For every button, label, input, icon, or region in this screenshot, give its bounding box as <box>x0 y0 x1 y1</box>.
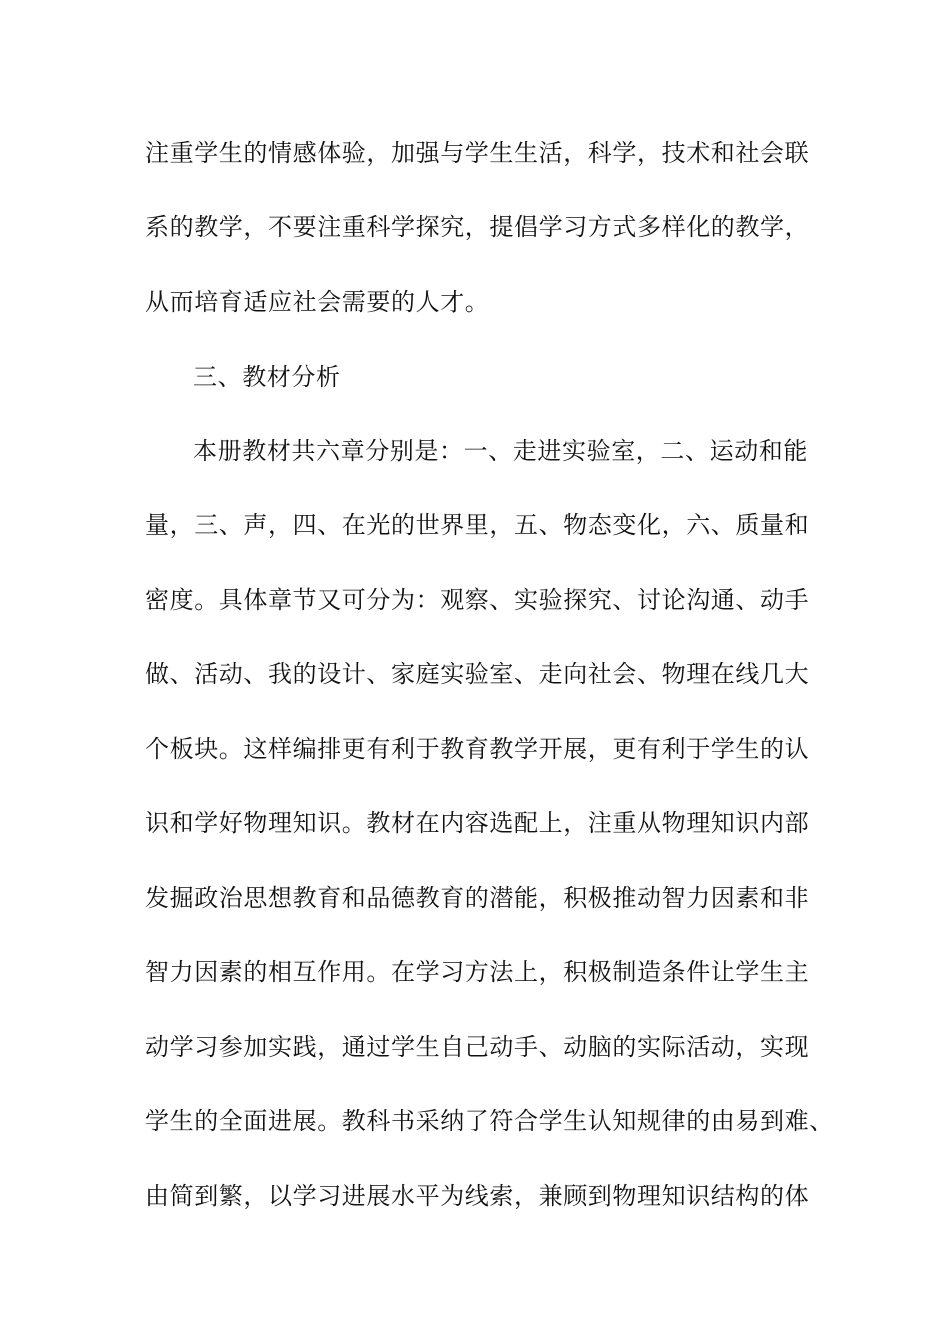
text-line: 识和学好物理知识。教材在内容选配上，注重从物理知识内部 <box>145 809 810 837</box>
text-line: 从而培育适应社会需要的人才。 <box>145 288 490 316</box>
text-line: 注重学生的情感体验，加强与学生生活，科学，技术和社会联 <box>145 139 810 167</box>
text-line: 做、活动、我的设计、家庭实验室、走向社会、物理在线几大 <box>145 660 810 688</box>
text-line: 动学习参加实践，通过学生自己动手、动脑的实际活动，实现 <box>145 1033 810 1061</box>
text-line: 智力因素的相互作用。在学习方法上，积极制造条件让学生主 <box>145 958 810 986</box>
text-line: 发掘政治思想教育和品德教育的潜能，积极推动智力因素和非 <box>145 884 810 912</box>
section-heading: 三、教材分析 <box>193 363 341 391</box>
text-line: 密度。具体章节又可分为：观察、实验探究、讨论沟通、动手 <box>145 586 810 614</box>
text-line: 系的教学，不要注重科学探究，提倡学习方式多样化的教学， <box>145 213 810 241</box>
text-line: 量，三、声，四、在光的世界里，五、物态变化，六、质量和 <box>145 511 810 539</box>
text-line: 个板块。这样编排更有利于教育教学开展，更有利于学生的认 <box>145 735 810 763</box>
text-line: 本册教材共六章分别是：一、走进实验室，二、运动和能 <box>193 437 808 465</box>
text-line: 由简到繁，以学习进展水平为线索，兼顾到物理知识结构的体 <box>145 1182 810 1210</box>
text-line: 学生的全面进展。教科书采纳了符合学生认知规律的由易到难、 <box>145 1107 834 1135</box>
